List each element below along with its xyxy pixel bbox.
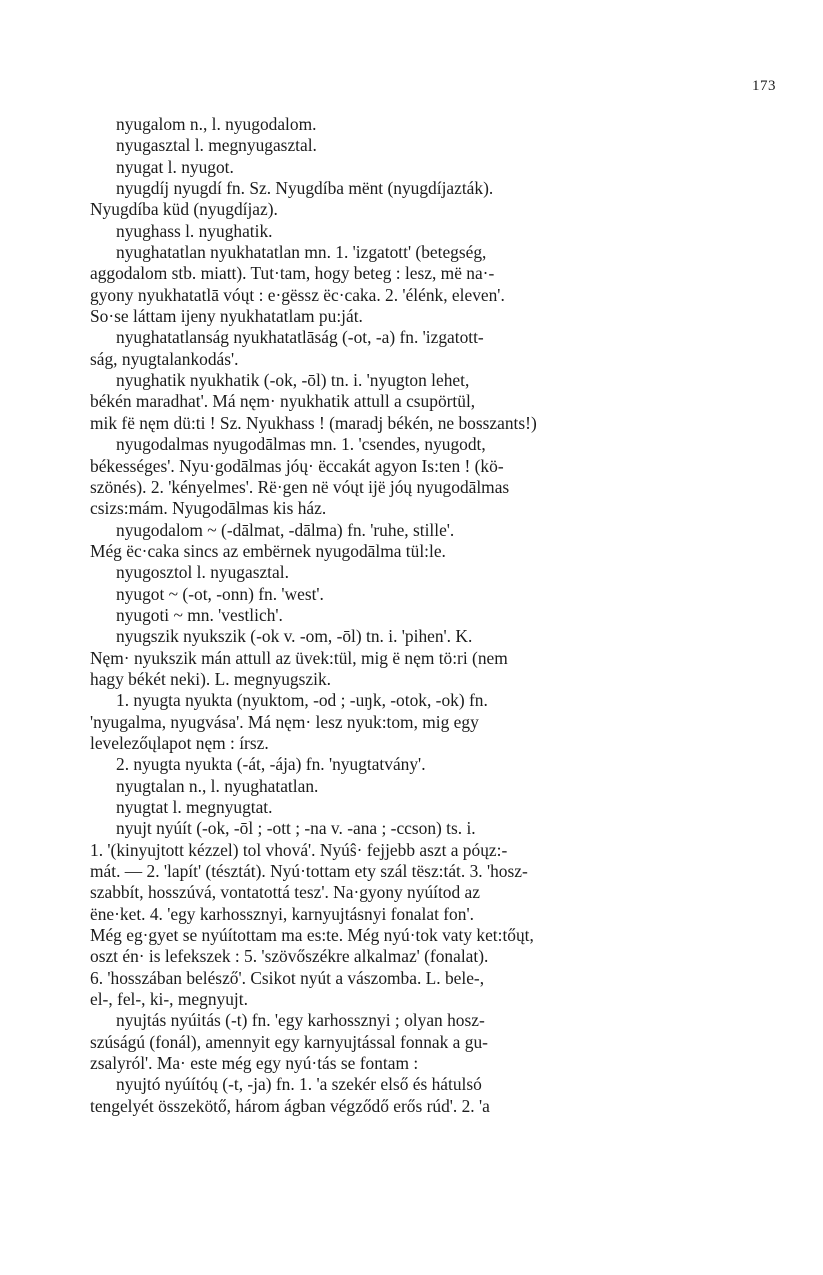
- text-line: el-, fel-, ki-, megnyujt.: [90, 989, 248, 1010]
- text-line: mát. — 2. 'lapít' (tésztát). Nyú·tottam ety szál tësz:tát. 3. 'hosz-: [90, 861, 528, 882]
- text-line: nyugat l. nyugot.: [116, 156, 234, 177]
- text-line: ëne·ket. 4. 'egy karhossznyi, karnyujtásnyi fonalat fon'.: [90, 903, 474, 924]
- text-line: So·se láttam ijeny nyukhatatlam pu:ját.: [90, 306, 363, 327]
- text-line: békességes'. Nyu·godālmas jóų· ëccakát agyon Is:ten ! (kö-: [90, 455, 504, 476]
- text-line: 1. nyugta nyukta (nyuktom, -od ; -uŋk, -otok, -ok) fn.: [116, 690, 488, 711]
- text-line: 2. nyugta nyukta (-át, -ája) fn. 'nyugtatvány'.: [116, 754, 426, 775]
- text-line: mik fë nęm dü:ti ! Sz. Nyukhass ! (maradj békén, ne bosszants!): [90, 412, 537, 433]
- text-line: 'nyugalma, nyugvása'. Má nęm· lesz nyuk:tom, mig egy: [90, 711, 479, 732]
- text-line: szabbít, hosszúvá, vontatottá tesz'. Na·gyony nyúítod az: [90, 882, 480, 903]
- text-line: nyugodalom ~ (-dālmat, -dālma) fn. 'ruhe, stille'.: [116, 519, 455, 540]
- text-line: 6. 'hosszában belésző'. Csikot nyút a vászomba. L. bele-,: [90, 967, 485, 988]
- text-line: Nęm· nyukszik mán attull az üvek:tül, mig ë nęm tö:ri (nem: [90, 647, 508, 668]
- text-line: Még eg·gyet se nyúítottam ma es:te. Még nyú·tok vaty ket:tőųt,: [90, 925, 534, 946]
- text-line: tengelyét összekötő, három ágban végződő erős rúd'. 2. 'a: [90, 1095, 490, 1116]
- text-line: nyugoti ~ mn. 'vestlich'.: [116, 604, 283, 625]
- text-line: Nyugdíba küd (nyugdíjaz).: [90, 199, 278, 220]
- text-line: békén maradhat'. Má nęm· nyukhatik attull a csupörtül,: [90, 391, 476, 412]
- text-line: nyugosztol l. nyugasztal.: [116, 562, 289, 583]
- page-number: 173: [752, 78, 776, 94]
- text-line: szönés). 2. 'kényelmes'. Rë·gen në vóųt ijë jóų nyugodālmas: [90, 476, 510, 497]
- text-line: nyugdíj nyugdí fn. Sz. Nyugdíba mënt (nyugdíjazták).: [116, 178, 494, 199]
- text-line: nyugodalmas nyugodālmas mn. 1. 'csendes, nyugodt,: [116, 434, 486, 455]
- text-line: nyughatatlanság nyukhatatlāság (-ot, -a) fn. 'izgatott-: [116, 327, 484, 348]
- text-line: csizs:mám. Nyugodālmas kis ház.: [90, 498, 327, 519]
- text-line: nyugalom n., l. nyugodalom.: [116, 114, 317, 134]
- text-line: nyugot ~ (-ot, -onn) fn. 'west'.: [116, 583, 324, 604]
- text-line: nyughatatlan nyukhatatlan mn. 1. 'izgatott' (betegség,: [116, 242, 487, 263]
- dictionary-entries: [90, 114, 670, 1117]
- text-line: zsalyról'. Ma· este még egy nyú·tás se fontam :: [90, 1053, 419, 1074]
- text-line: nyugasztal l. megnyugasztal.: [116, 135, 317, 156]
- text-line: ság, nyugtalankodás'.: [90, 348, 239, 369]
- text-line: levelezőųlapot nęm : írsz.: [90, 732, 269, 753]
- text-line: nyughatik nyukhatik (-ok, -ōl) tn. i. 'nyugton lehet,: [116, 370, 470, 391]
- text-line: szúságú (fonál), amennyit egy karnyujtással fonnak a gu-: [90, 1031, 488, 1052]
- text-line: nyugszik nyukszik (-ok v. -om, -ōl) tn. i. 'pihen'. K.: [116, 626, 473, 647]
- text-line: hagy békét neki). L. megnyugszik.: [90, 668, 331, 689]
- text-line: nyugtat l. megnyugtat.: [116, 797, 273, 817]
- text-line: gyony nyukhatatlā vóųt : e·gëssz ëc·caka. 2. 'élénk, eleven'.: [90, 284, 505, 305]
- text-line: oszt én· is lefekszek : 5. 'szövőszékre alkalmaz' (fonalat).: [90, 946, 489, 967]
- text-line: nyughass l. nyughatik.: [116, 220, 273, 241]
- text-line: Még ëc·caka sincs az embërnek nyugodālma tül:le.: [90, 540, 446, 561]
- text-line: nyujtó nyúítóų (-t, -ja) fn. 1. 'a szekér első és hátulsó: [116, 1074, 482, 1095]
- text-line: nyujt nyúít (-ok, -ōl ; -ott ; -na v. -ana ; -ccson) ts. i.: [116, 818, 476, 839]
- text-line: nyujtás nyúitás (-t) fn. 'egy karhossznyi ; olyan hosz-: [116, 1010, 485, 1031]
- text-line: 1. '(kinyujtott kézzel) tol vhová'. Nyúŝ· fejjebb aszt a póųz:-: [90, 839, 508, 860]
- text-line: nyugtalan n., l. nyughatatlan.: [116, 775, 319, 796]
- text-line: aggodalom stb. miatt). Tut·tam, hogy beteg : lesz, më na·-: [90, 263, 495, 284]
